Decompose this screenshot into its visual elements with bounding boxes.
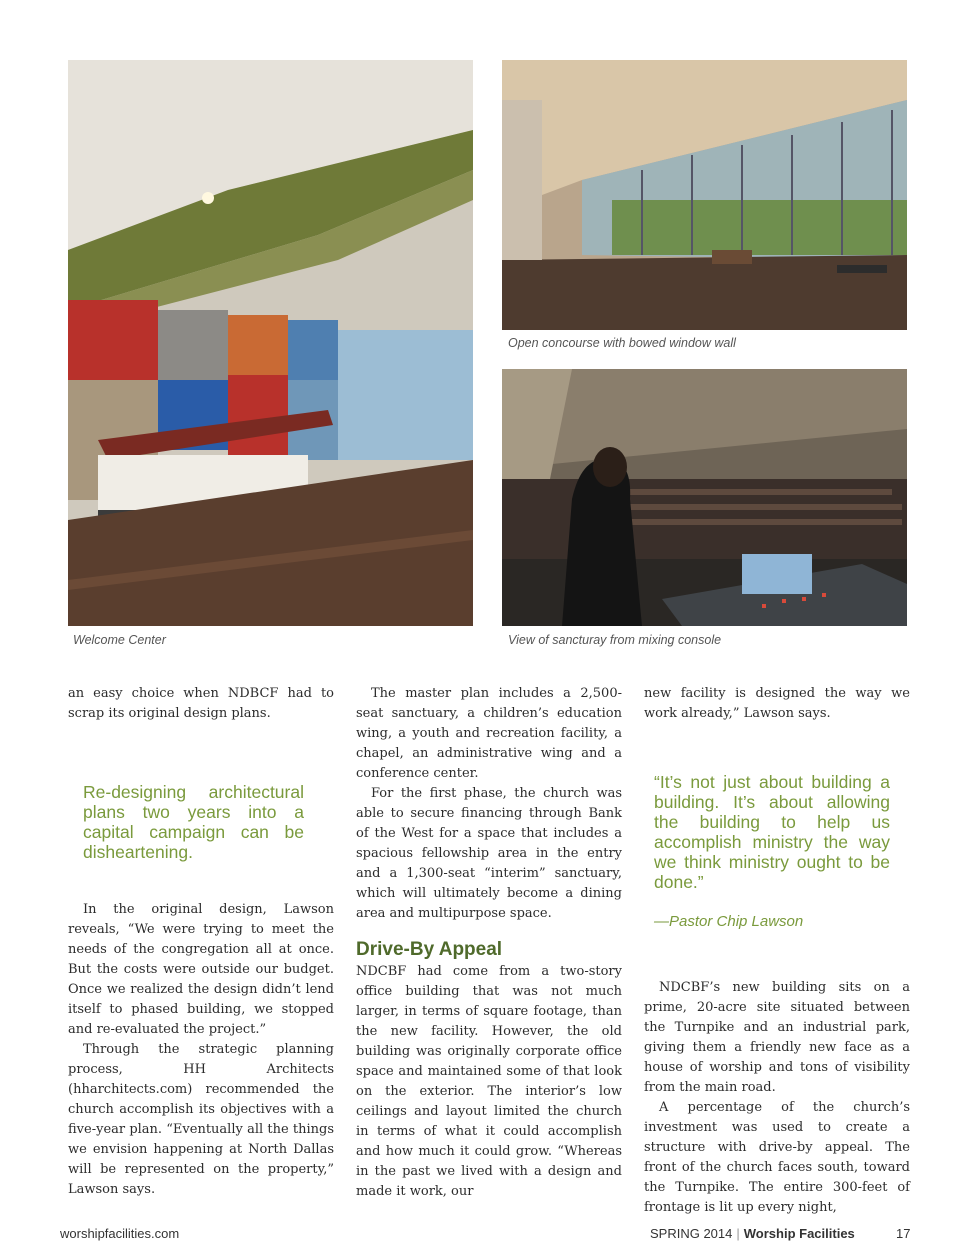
welcome-center-photo <box>68 60 473 626</box>
article-column-3 <box>644 684 910 1218</box>
col1-pull-quote: Re-designing architectural plans two years into a capital campaign can be disheartening. <box>83 782 304 862</box>
welcome-center-caption: Welcome Center <box>73 633 166 647</box>
concourse-caption: Open concourse with bowed window wall <box>508 336 736 350</box>
sanctuary-photo <box>502 369 907 626</box>
footer-magazine-name: Worship Facilities <box>743 1226 855 1241</box>
col3-pull-quote-block <box>644 724 910 932</box>
article-column-2 <box>356 684 622 1202</box>
concourse-photo-icon <box>502 60 907 330</box>
footer-website: worshipfacilities.com <box>60 1226 180 1241</box>
col1-paragraph-3: Through the strategic planning process, HH Architects (hharchitects.com) recommended the church accomplish its objectives with a five-year plan. “Eventually all the things we envision happening at North Dallas will be represented on the property,” Lawson says. <box>68 1042 334 1197</box>
section-heading-drive-by-appeal: Drive-By Appeal <box>356 939 503 960</box>
col1-paragraph-1: an easy choice when NDBCF had to scrap its original design plans. <box>68 686 334 721</box>
col2-paragraph-2: For the first phase, the church was able to secure financing through Bank of the West for a space that includes a spacious fellowship area in the entry and a 1,300-seat “interim” sanctuary, which will ultimately become a dining area and multipurpose space. <box>356 786 622 921</box>
sanctuary-photo-icon <box>502 369 907 626</box>
col3-paragraph-1: new facility is designed the way we work already,” Lawson says. <box>644 686 910 721</box>
lobby-photo-icon <box>68 60 473 626</box>
footer-separator: | <box>736 1226 740 1241</box>
col1-pull-quote-block <box>68 724 334 900</box>
article-column-1 <box>68 684 334 1200</box>
col1-paragraph-2: In the original design, Lawson reveals, “We were trying to meet the needs of the congregation all at once. But the costs were outside our budget. Once we realized the design didn’t lend itself to phased building, we stopped and re-evaluated the project.” <box>68 902 334 1037</box>
col2-paragraph-1: The master plan includes a 2,500-seat sanctuary, a children’s education wing, a youth and recreation facility, a chapel, an administrative wing and a conference center. <box>356 686 622 781</box>
footer-issue-info <box>650 1226 855 1241</box>
footer-issue: SPRING 2014 <box>650 1226 733 1241</box>
concourse-photo <box>502 60 907 330</box>
col3-paragraph-3: A percentage of the church’s investment was used to create a structure with drive-by appeal. The front of the church faces south, toward the Turnpike. The entire 300-feet of frontage is lit up every night, <box>644 1100 910 1215</box>
col3-pull-quote-attribution: —Pastor Chip Lawson <box>654 913 804 930</box>
page-number: 17 <box>896 1226 911 1241</box>
sanctuary-caption: View of sancturay from mixing console <box>508 633 722 647</box>
col2-paragraph-3: NDCBF had come from a two-story office building that was not much larger, in terms of square footage, than the new facility. However, the old building was originally corporate office space and maintained some of that look on the exterior. The interior’s low ceilings and layout limited the church in terms of what it could accomplish and how much it could grow. “Whereas in the past we lived with a design and made it work, our <box>356 964 622 1199</box>
col3-pull-quote: “It’s not just about building a building. It’s about allowing the building to help us accomplish ministry the way we think ministry ought to be done.” <box>654 772 890 892</box>
col3-paragraph-2: NDCBF’s new building sits on a prime, 20-acre site situated between the Turnpike and an industrial park, giving them a friendly new face as a house of worship and tons of visibility from the main road. <box>644 980 910 1095</box>
